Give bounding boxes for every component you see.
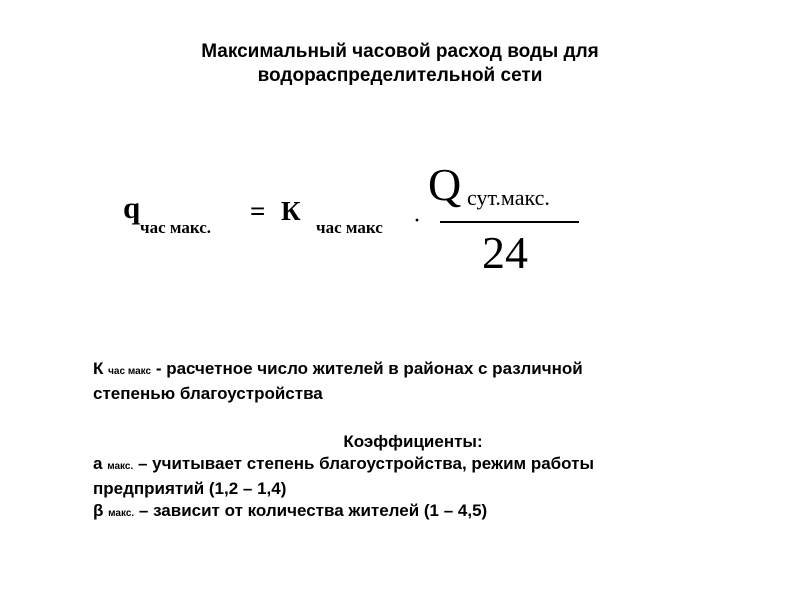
alpha-symbol: а (93, 454, 103, 473)
definition-line-2: степенью благоустройства (93, 384, 323, 403)
formula-numerator-subscript: сут.макс. (467, 185, 550, 210)
formula-equals: = (250, 196, 266, 226)
beta-text: – зависит от количества жителей (1 – 4,5) (134, 501, 488, 520)
formula-q-subscript: час макс. (140, 218, 212, 237)
description-block (93, 358, 733, 525)
beta-line (93, 500, 733, 525)
definition-symbol-subscript: час макс (108, 366, 152, 377)
coefficients-heading: Коэффициенты: (343, 432, 483, 451)
formula-numerator-q: Q (428, 159, 462, 210)
definition-symbol: К (93, 359, 104, 378)
formula-q: q (123, 190, 141, 225)
alpha-subscript: макс. (107, 461, 134, 472)
fraction-bar (440, 221, 579, 223)
title-line-2: водораспределительной сети (257, 65, 543, 86)
alpha-line-1 (93, 453, 733, 478)
formula-k-subscript: час макс (316, 218, 383, 237)
formula-multiply-dot: · (413, 208, 421, 234)
alpha-line-2: предприятий (1,2 – 1,4) (93, 479, 287, 498)
formula-denominator: 24 (482, 227, 528, 278)
alpha-text-1: – учитывает степень благоустройства, режим работы (133, 454, 594, 473)
formula-k: К (281, 196, 301, 226)
definition-text-1: - расчетное число жителей в районах с различной (151, 359, 583, 378)
definition-line-1 (93, 358, 733, 383)
beta-symbol: β (93, 501, 104, 520)
title-line-1: Максимальный часовой расход воды для (201, 41, 599, 62)
beta-subscript: макс. (108, 508, 135, 519)
